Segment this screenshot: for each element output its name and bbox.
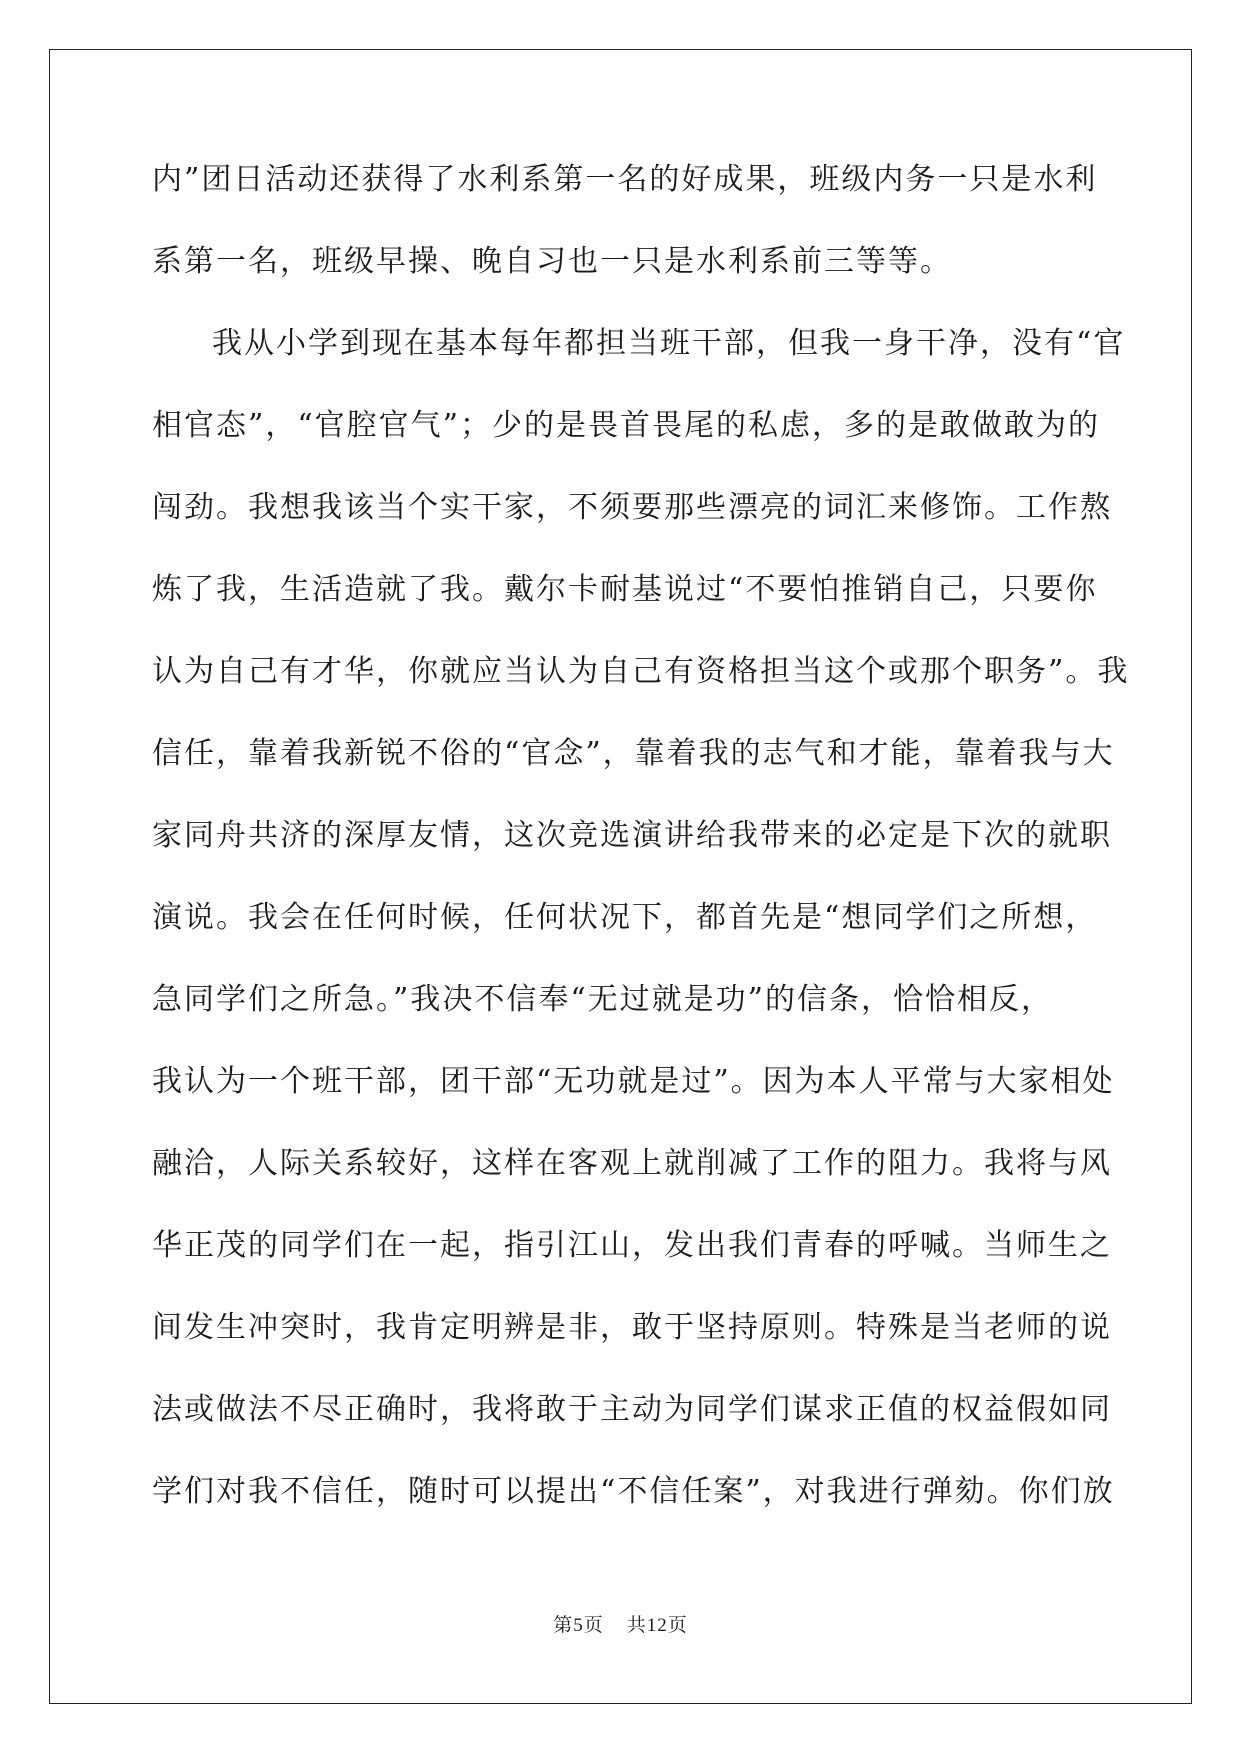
text-line: 间发生冲突时，我肯定明辨是非，敢于坚持原则。特殊是当老师的说 [152, 1310, 1112, 1345]
text-line: 法或做法不尽正确时，我将敢于主动为同学们谋求正值的权益假如同 [152, 1392, 1112, 1427]
total-pages-label: 共12页 [626, 1615, 688, 1636]
text-line: 系第一名，班级早操、晚自习也一只是水利系前三等等。 [152, 244, 952, 279]
text-line: 演说。我会在任何时候，任何状况下，都首先是“想同学们之所想， [152, 900, 1098, 935]
text-line: 闯劲。我想我该当个实干家，不须要那些漂亮的词汇来修饰。工作熬 [152, 490, 1112, 525]
paragraph-start-line: 我从小学到现在基本每年都担当班干部，但我一身干净，没有“官 [212, 326, 1126, 361]
page-footer [0, 1610, 1241, 1637]
current-page-label: 第5页 [553, 1615, 604, 1636]
text-line: 学们对我不信任，随时可以提出“不信任案”，对我进行弹劾。你们放 [152, 1474, 1115, 1509]
text-line: 炼了我，生活造就了我。戴尔卡耐基说过“不要怕推销自己，只要你 [152, 572, 1098, 607]
document-body [152, 160, 1130, 1554]
text-line: 信任，靠着我新锐不俗的“官念”，靠着我的志气和才能，靠着我与大 [152, 736, 1115, 771]
text-line: 华正茂的同学们在一起，指引江山，发出我们青春的呼喊。当师生之 [152, 1228, 1112, 1263]
text-line: 急同学们之所急。”我决不信奉“无过就是功”的信条，恰恰相反， [152, 982, 1054, 1017]
text-line: 家同舟共济的深厚友情，这次竞选演讲给我带来的必定是下次的就职 [152, 818, 1112, 853]
text-line: 融洽，人际关系较好，这样在客观上就削减了工作的阻力。我将与风 [152, 1146, 1112, 1181]
text-line: 我认为一个班干部，团干部“无功就是过”。因为本人平常与大家相处 [152, 1064, 1115, 1099]
text-line: 认为自己有才华，你就应当认为自己有资格担当这个或那个职务”。我 [152, 654, 1130, 689]
text-line: 内”团日活动还获得了水利系第一名的好成果，班级内务一只是水利 [152, 162, 1098, 197]
text-line: 相官态”，“官腔官气”；少的是畏首畏尾的私虑，多的是敢做敢为的 [152, 408, 1101, 443]
